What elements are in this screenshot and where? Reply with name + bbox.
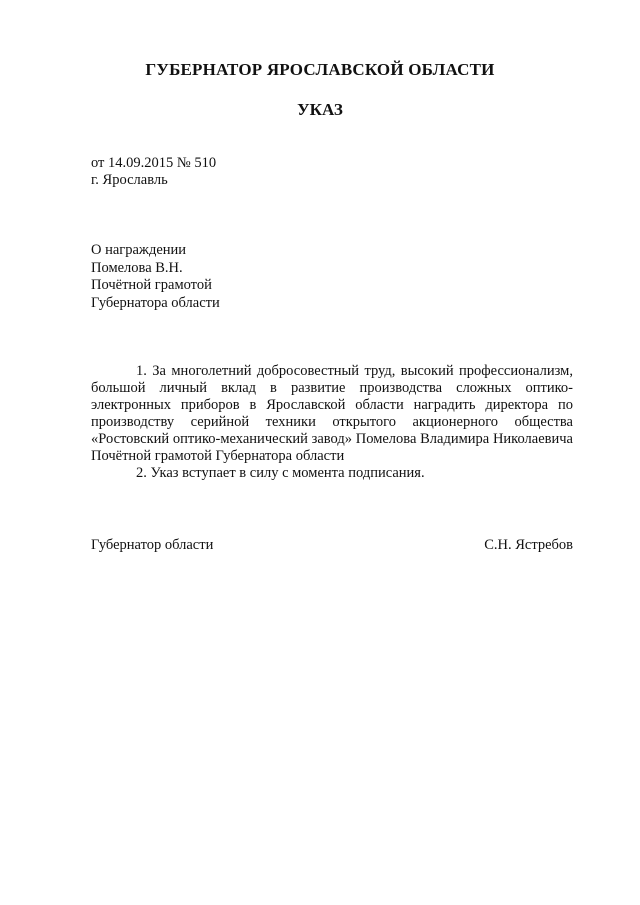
document-subject <box>91 242 220 312</box>
issuer-title: ГУБЕРНАТОР ЯРОСЛАВСКОЙ ОБЛАСТИ <box>145 60 495 79</box>
subject-line: Почётной грамотой <box>91 277 212 293</box>
document-body <box>91 363 573 482</box>
signature-block <box>91 537 573 554</box>
subject-line: О награждении <box>91 242 187 258</box>
signatory-position: Губернатор области <box>91 537 214 553</box>
issue-city: г. Ярославль <box>91 172 168 188</box>
body-paragraph-2: 2. Указ вступает в силу с момента подписания. <box>136 465 425 481</box>
subject-line: Помелова В.Н. <box>91 259 183 276</box>
signatory-name: С.Н. Ястребов <box>484 537 573 553</box>
document-type: УКАЗ <box>297 100 343 119</box>
date-number: от 14.09.2015 № 510 <box>91 155 217 171</box>
document-meta <box>91 155 216 189</box>
subject-line: Губернатора области <box>91 294 220 311</box>
body-paragraph-1: 1. За многолетний добросовестный труд, высокий профессионализм, большой личный вклад в развитие производства сложных оптико-электронных приборов в Ярославской области наградить директора по производству серийной техники открытого акционерного общества «Ростовский оптико-механический завод» Помелова Владимира Николаевича Почётной грамотой Губернатора области <box>91 363 573 464</box>
